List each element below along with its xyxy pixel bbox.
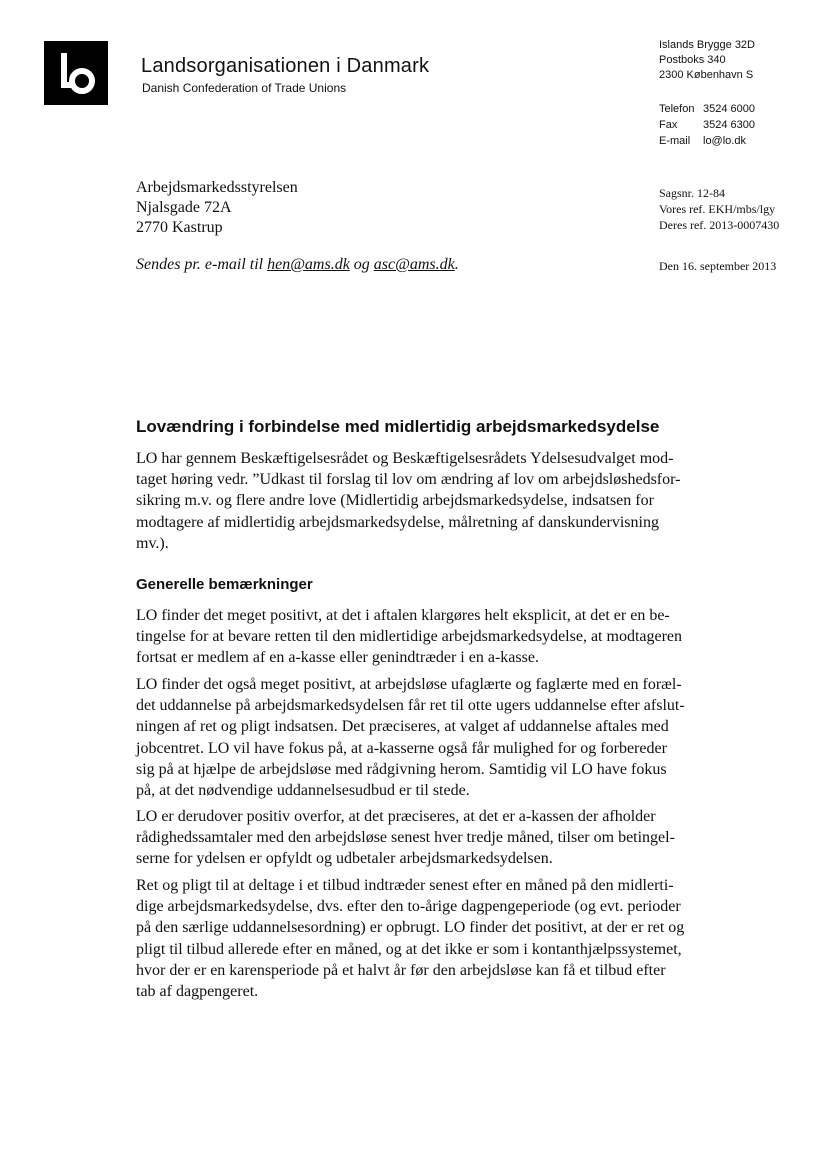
- contact-value: 3524 6000: [703, 103, 755, 115]
- address-line: Islands Brygge 32D: [659, 39, 755, 51]
- address-line: 2300 København S: [659, 69, 754, 81]
- contact-label: Telefon: [659, 103, 695, 115]
- letter-date: Den 16. september 2013: [659, 259, 777, 273]
- text-line: hvor der er en karensperiode på et halvt år før den arbejdsløse kan få et tilbud efter: [136, 961, 666, 979]
- text-line: på, at det nødvendige uddannelsesudbud er til stede.: [136, 782, 470, 800]
- text-line: modtagere af midlertidig arbejdsmarkedsydelse, målretning af danskundervisning: [136, 513, 659, 531]
- lo-logo: [44, 41, 108, 105]
- paragraph-3: [136, 806, 716, 870]
- contact-row-fax: [659, 117, 755, 133]
- text-line: LO finder det meget positivt, at det i aftalen klargøres helt eksplicit, at det er en be-: [136, 607, 670, 624]
- text-line: fortsat er medlem af en a-kasse eller genindtræder i en a-kasse.: [136, 649, 539, 667]
- contact-label: Fax: [659, 119, 678, 131]
- text-line: på den særlige uddannelsesordning) er opbrugt. LO finder det positivt, at der er ret og: [136, 919, 685, 937]
- email-link-asc[interactable]: asc@ams.dk: [373, 256, 455, 273]
- email-note: [136, 256, 459, 274]
- paragraph-2: [136, 674, 716, 801]
- paragraph-1: [136, 605, 716, 669]
- contact-value: lo@lo.dk: [703, 135, 746, 147]
- text-line: sikring m.v. og flere andre love (Midlertidig arbejdsmarkedsydelse, indsatsen for: [136, 492, 654, 510]
- text-line: pligt til tilbud allerede efter en måned, og at det ikke er som i kontanthjælpssystemet,: [136, 940, 682, 958]
- text-line: ningen af ret og pligt indsatsen. Det præciseres, at valget af uddannelse aftales med: [136, 718, 669, 736]
- text-line: LO finder det også meget positivt, at arbejdsløse ufaglærte og faglærte med en foræl-: [136, 676, 682, 693]
- text-line: mv.).: [136, 534, 169, 552]
- org-subtitle: Danish Confederation of Trade Unions: [142, 81, 347, 95]
- sender-address: [659, 38, 755, 83]
- reference-line: Sagsnr. 12-84: [659, 186, 725, 200]
- reference-block: [659, 185, 779, 233]
- text-line: rådighedssamtaler med den arbejdsløse senest hver tredje måned, tilser om betingel-: [136, 829, 675, 847]
- email-note-suffix: .: [454, 256, 459, 273]
- text-line: tingelse for at bevare retten til den midlertidige arbejdsmarkedsydelse, at modtageren: [136, 628, 683, 646]
- text-line: LO har gennem Beskæftigelsesrådet og Beskæftigelsesrådets Ydelsesudvalget mod-: [136, 450, 674, 467]
- contact-row-email: [659, 133, 755, 149]
- text-line: dige arbejdsmarkedsydelse, dvs. efter den to-årige dagpengeperiode (og evt. perioder: [136, 898, 681, 916]
- letter-title: Lovændring i forbindelse med midlertidig arbejdsmarkedsydelse: [136, 417, 660, 436]
- section-heading: Generelle bemærkninger: [136, 576, 313, 593]
- recipient-line: Arbejdsmarkedsstyrelsen: [136, 179, 298, 196]
- text-line: taget høring vedr. ”Udkast til forslag til lov om ændring af lov om arbejdsløshedsfor-: [136, 471, 681, 489]
- reference-line: Deres ref. 2013-0007430: [659, 218, 780, 232]
- recipient-line: 2770 Kastrup: [136, 219, 223, 236]
- recipient-address: [136, 178, 298, 238]
- address-line: Postboks 340: [659, 54, 726, 66]
- email-note-middle: og: [349, 256, 374, 273]
- recipient-line: Njalsgade 72A: [136, 199, 232, 216]
- email-note-prefix: Sendes pr. e-mail til: [136, 256, 268, 273]
- text-line: tab af dagpengeret.: [136, 983, 259, 1001]
- text-line: sig på at hjælpe de arbejdsløse med rådgivning herom. Samtidig vil LO have fokus: [136, 760, 667, 778]
- reference-line: Vores ref. EKH/mbs/lgy: [659, 202, 776, 216]
- contact-value: 3524 6300: [703, 119, 755, 131]
- org-name: Landsorganisationen i Danmark: [141, 55, 430, 77]
- text-line: LO er derudover positiv overfor, at det præciseres, at det er a-kassen der afholder: [136, 808, 656, 825]
- lo-logo-icon: [44, 41, 108, 105]
- email-link-hen[interactable]: hen@ams.dk: [267, 256, 350, 273]
- contact-row-phone: [659, 101, 755, 117]
- text-line: det uddannelse på arbejdsmarkedsydelsen får ret til otte ugers uddannelse efter afslut-: [136, 697, 685, 715]
- paragraph-4: [136, 875, 716, 1002]
- intro-paragraph: [136, 448, 716, 554]
- text-line: Ret og pligt til at deltage i et tilbud indtræder senest efter en måned på den midlerti-: [136, 877, 674, 894]
- text-line: serne for ydelsen er opfyldt og udbetaler arbejdsmarkedsydelsen.: [136, 850, 553, 868]
- sender-contact: [659, 101, 755, 149]
- contact-label: E-mail: [659, 135, 691, 147]
- text-line: jobcentret. LO vil have fokus på, at a-kasserne også får mulighed for og forbereder: [136, 739, 667, 757]
